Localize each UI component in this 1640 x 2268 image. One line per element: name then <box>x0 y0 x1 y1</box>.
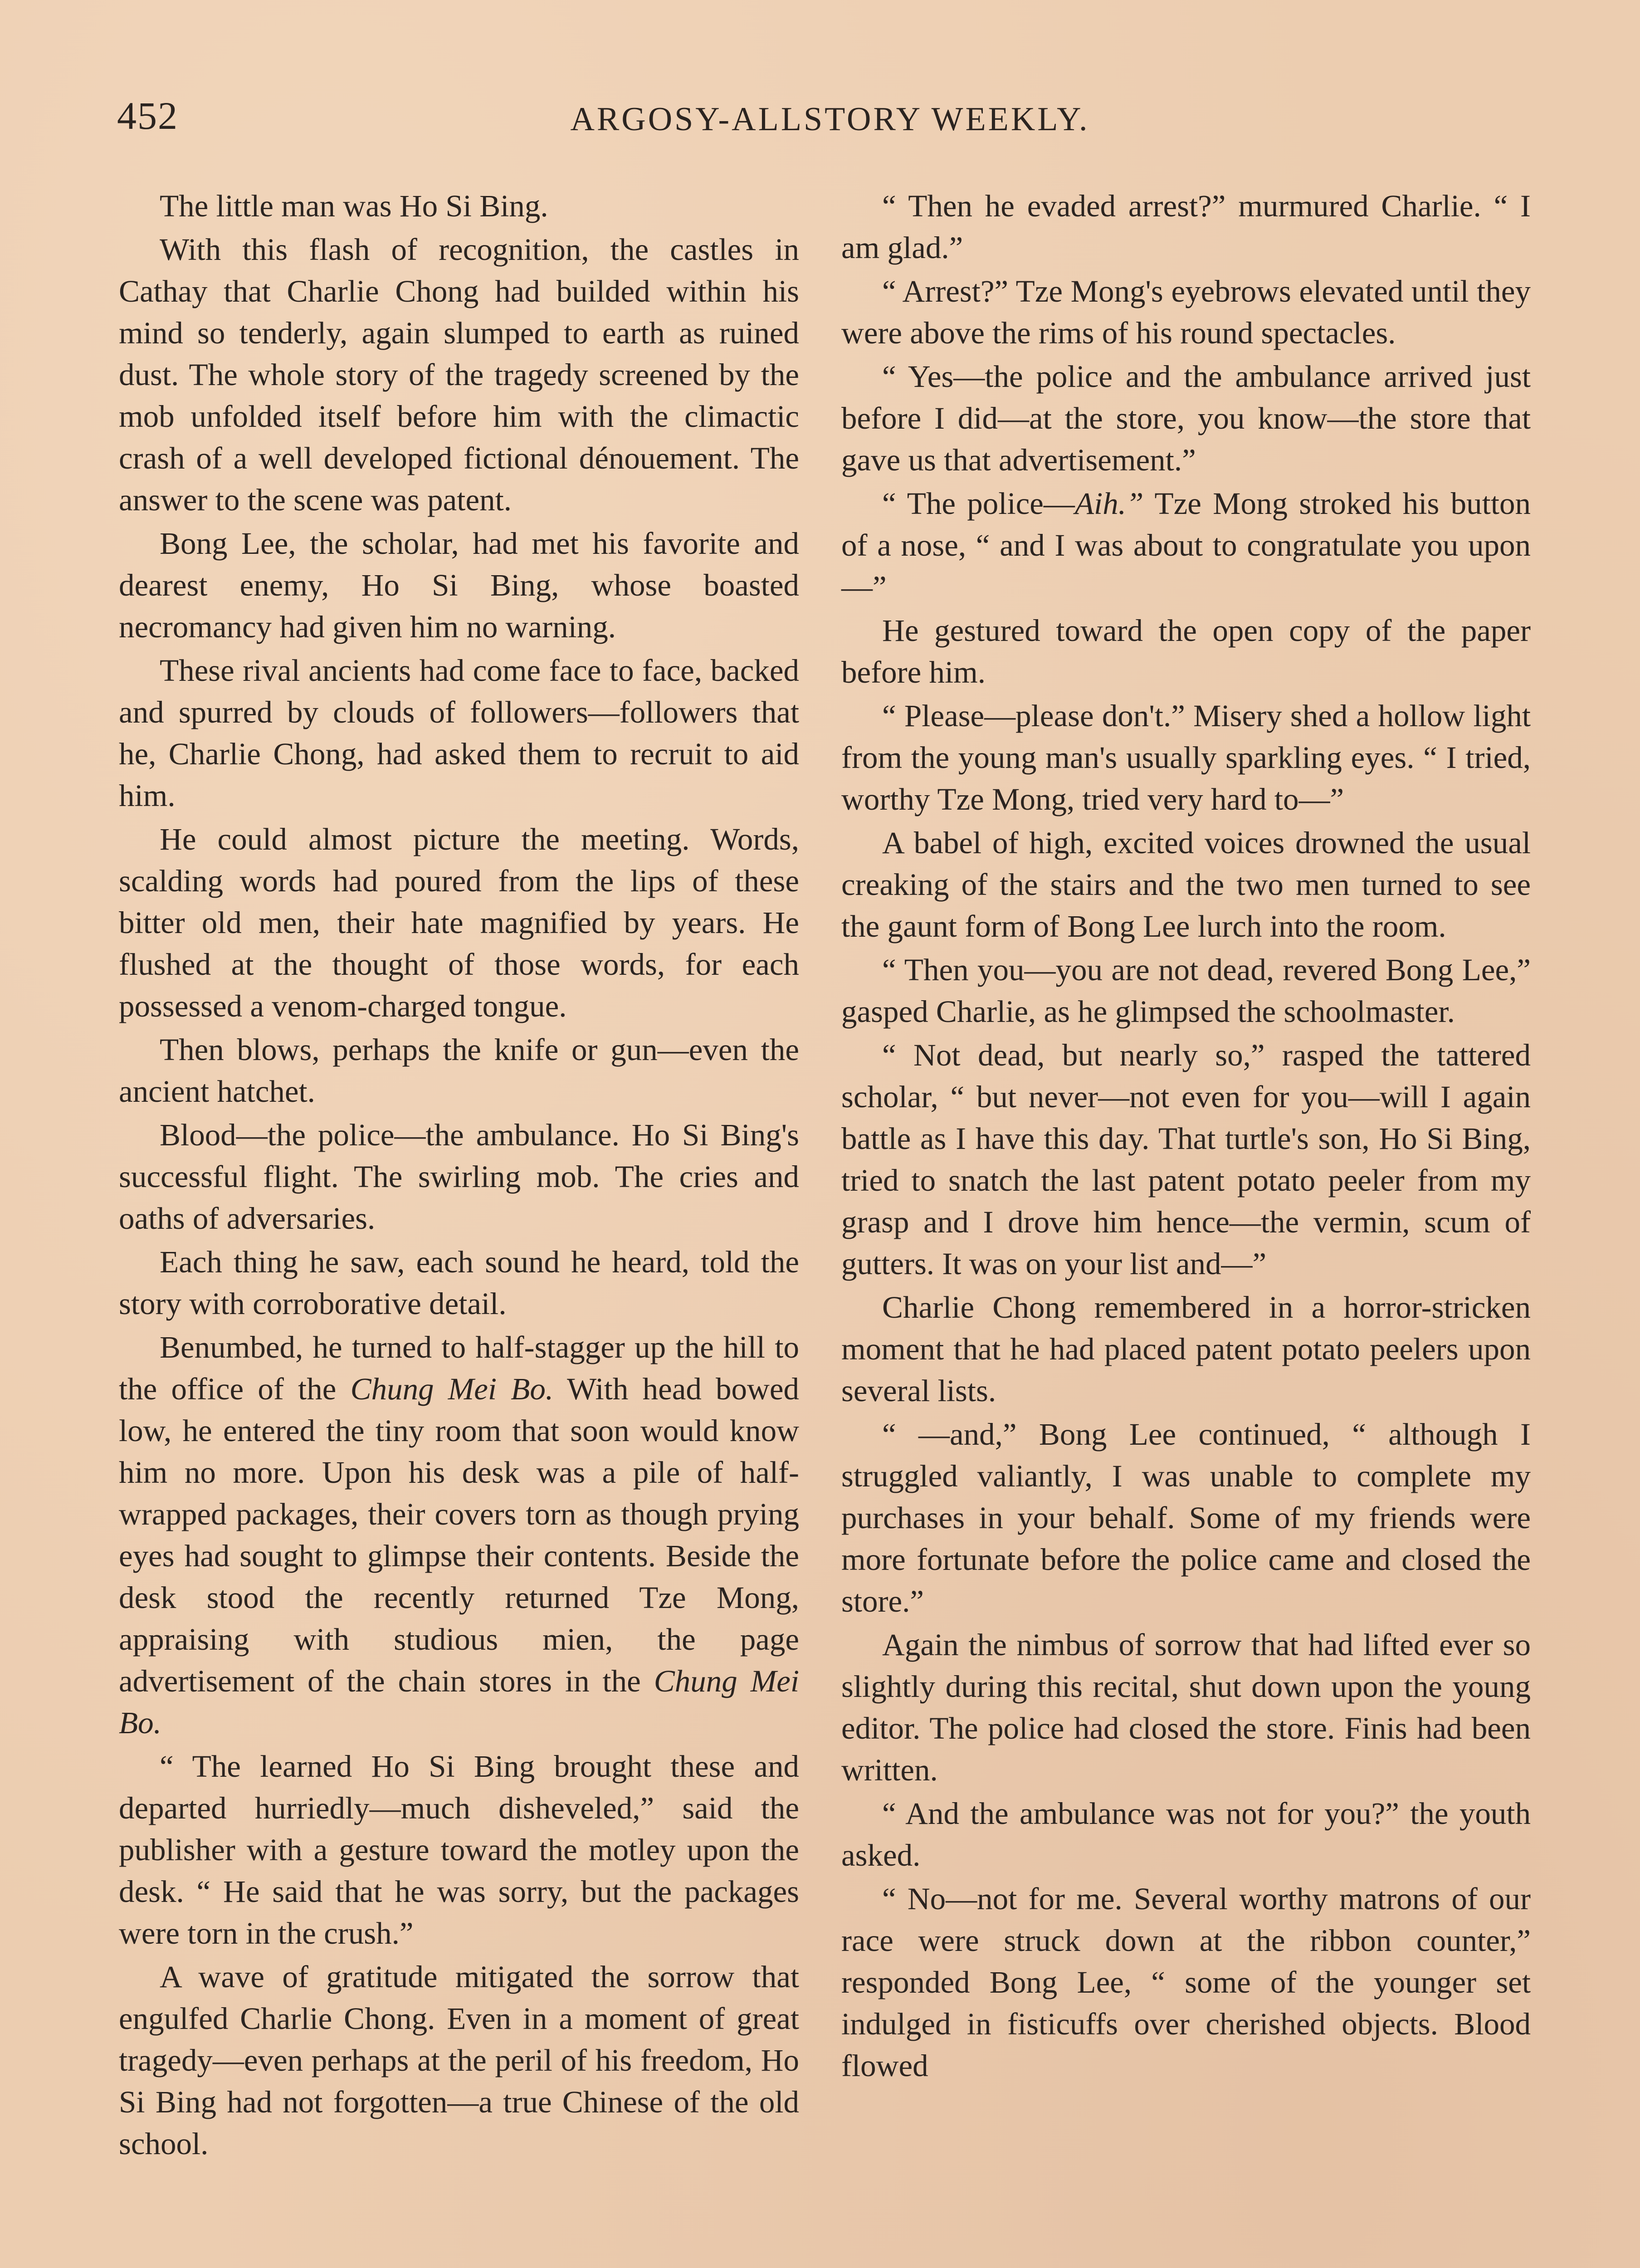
text-span: Benumbed, he turned to half-stagger up the hill to the office of the <box>119 1330 799 1406</box>
paragraph: “ Please—please don't.” Misery shed a hollow light from the young man's usually sparkling eyes. “ I tried, worthy Tze Mong, tried very hard to—” <box>841 699 1531 816</box>
left-column <box>119 185 799 2166</box>
paragraph: A babel of high, excited voices drowned the usual creaking of the stairs and the two men turned to see the gaunt form of Bong Lee lurch into the room. <box>841 826 1531 943</box>
paragraph <box>119 1326 799 1744</box>
paragraph: “ Then you—you are not dead, revered Bong Lee,” gasped Charlie, as he glimpsed the schoolmaster. <box>841 953 1531 1029</box>
paragraph: “ —and,” Bong Lee continued, “ although I struggled valiantly, I was unable to complete my purchases in your behalf. Some of my friends were more fortunate before the police came and closed the store.” <box>841 1417 1531 1618</box>
paragraph: “ Arrest?” Tze Mong's eyebrows elevated until they were above the rims of his round spectacles. <box>841 274 1531 350</box>
paragraph: Each thing he saw, each sound he heard, told the story with corroborative detail. <box>119 1245 799 1321</box>
right-column <box>841 185 1531 2088</box>
paragraph: “ No—not for me. Several worthy matrons of our race were struck down at the ribbon counter,” responded Bong Lee, “ some of the younger set indulged in fisticuffs over cherished objects. Blood flowed <box>841 1882 1531 2083</box>
paragraph: “ Not dead, but nearly so,” rasped the tattered scholar, “ but never—not even for you—will I again battle as I have this day. That turtle's son, Ho Si Bing, tried to snatch the last patent potato peeler from my grasp and I drove him hence—the vermin, scum of gutters. It was on your list and—” <box>841 1038 1531 1281</box>
paragraph: These rival ancients had come face to face, backed and spurred by clouds of followers—followers that he, Charlie Chong, had asked them to recruit to aid him. <box>119 653 799 813</box>
paragraph <box>841 483 1531 608</box>
paragraph: “ Yes—the police and the ambulance arrived just before I did—at the store, you know—the store that gave us that advertisement.” <box>841 359 1531 477</box>
paragraph: “ And the ambulance was not for you?” the youth asked. <box>841 1796 1531 1872</box>
paragraph: The little man was Ho Si Bing. <box>160 189 548 223</box>
italic-title: Chung Mei Bo. <box>119 1664 800 1740</box>
text-span: “ The police— <box>882 486 1075 521</box>
text-span: With head bowed low, he entered the tiny room that soon would know him no more. Upon his desk was a pile of half-wrapped packages, their covers torn as though prying eyes had sought to glimpse their contents. Beside the desk stood the recently returned Tze Mong, appraising with studious mien, the page advertisement of the chain stores in the <box>119 1372 799 1698</box>
paragraph: Bong Lee, the scholar, had met his favorite and dearest enemy, Ho Si Bing, whose boasted necromancy had given him no warning. <box>119 526 799 644</box>
paragraph: “ Then he evaded arrest?” murmured Charlie. “ I am glad.” <box>841 189 1531 265</box>
running-head: ARGOSY-ALLSTORY WEEKLY. <box>570 101 1090 138</box>
text-span: Tze Mong stroked his button of a nose, “ and I was about to congratulate you upon—” <box>841 486 1531 604</box>
paragraph: Charlie Chong remembered in a horror-stricken moment that he had placed patent potato peelers upon several lists. <box>841 1290 1531 1408</box>
paragraph: A wave of gratitude mitigated the sorrow that engulfed Charlie Chong. Even in a moment of great tragedy—even perhaps at the peril of his freedom, Ho Si Bing had not forgotten—a true Chinese of the old school. <box>119 1960 799 2161</box>
paragraph: With this flash of recognition, the castles in Cathay that Charlie Chong had builded within his mind so tenderly, again slumped to earth as ruined dust. The whole story of the tragedy screened by the mob unfolded itself before him with the climactic crash of a well developed fictional dénouement. The answer to the scene was patent. <box>119 232 799 517</box>
paragraph: He gestured toward the open copy of the paper before him. <box>841 613 1531 689</box>
italic-title: Chung Mei Bo. <box>350 1372 554 1406</box>
paragraph: He could almost picture the meeting. Words, scalding words had poured from the lips of these bitter old men, their hate magnified by years. He flushed at the thought of those words, for each possessed a venom-charged tongue. <box>119 822 799 1023</box>
page-number: 452 <box>117 94 178 137</box>
italic-word: Aih.” <box>1074 486 1144 521</box>
paragraph: Then blows, perhaps the knife or gun—even the ancient hatchet. <box>119 1032 799 1109</box>
paragraph: Blood—the police—the ambulance. Ho Si Bing's successful flight. The swirling mob. The cries and oaths of adversaries. <box>119 1118 799 1236</box>
paragraph: “ The learned Ho Si Bing brought these and departed hurriedly—much disheveled,” said the publisher with a gesture toward the motley upon the desk. “ He said that he was sorry, but the packages were torn in the crush.” <box>119 1749 799 1950</box>
paragraph: Again the nimbus of sorrow that had lifted ever so slightly during this recital, shut down upon the young editor. The police had closed the store. Finis had been written. <box>841 1628 1531 1787</box>
